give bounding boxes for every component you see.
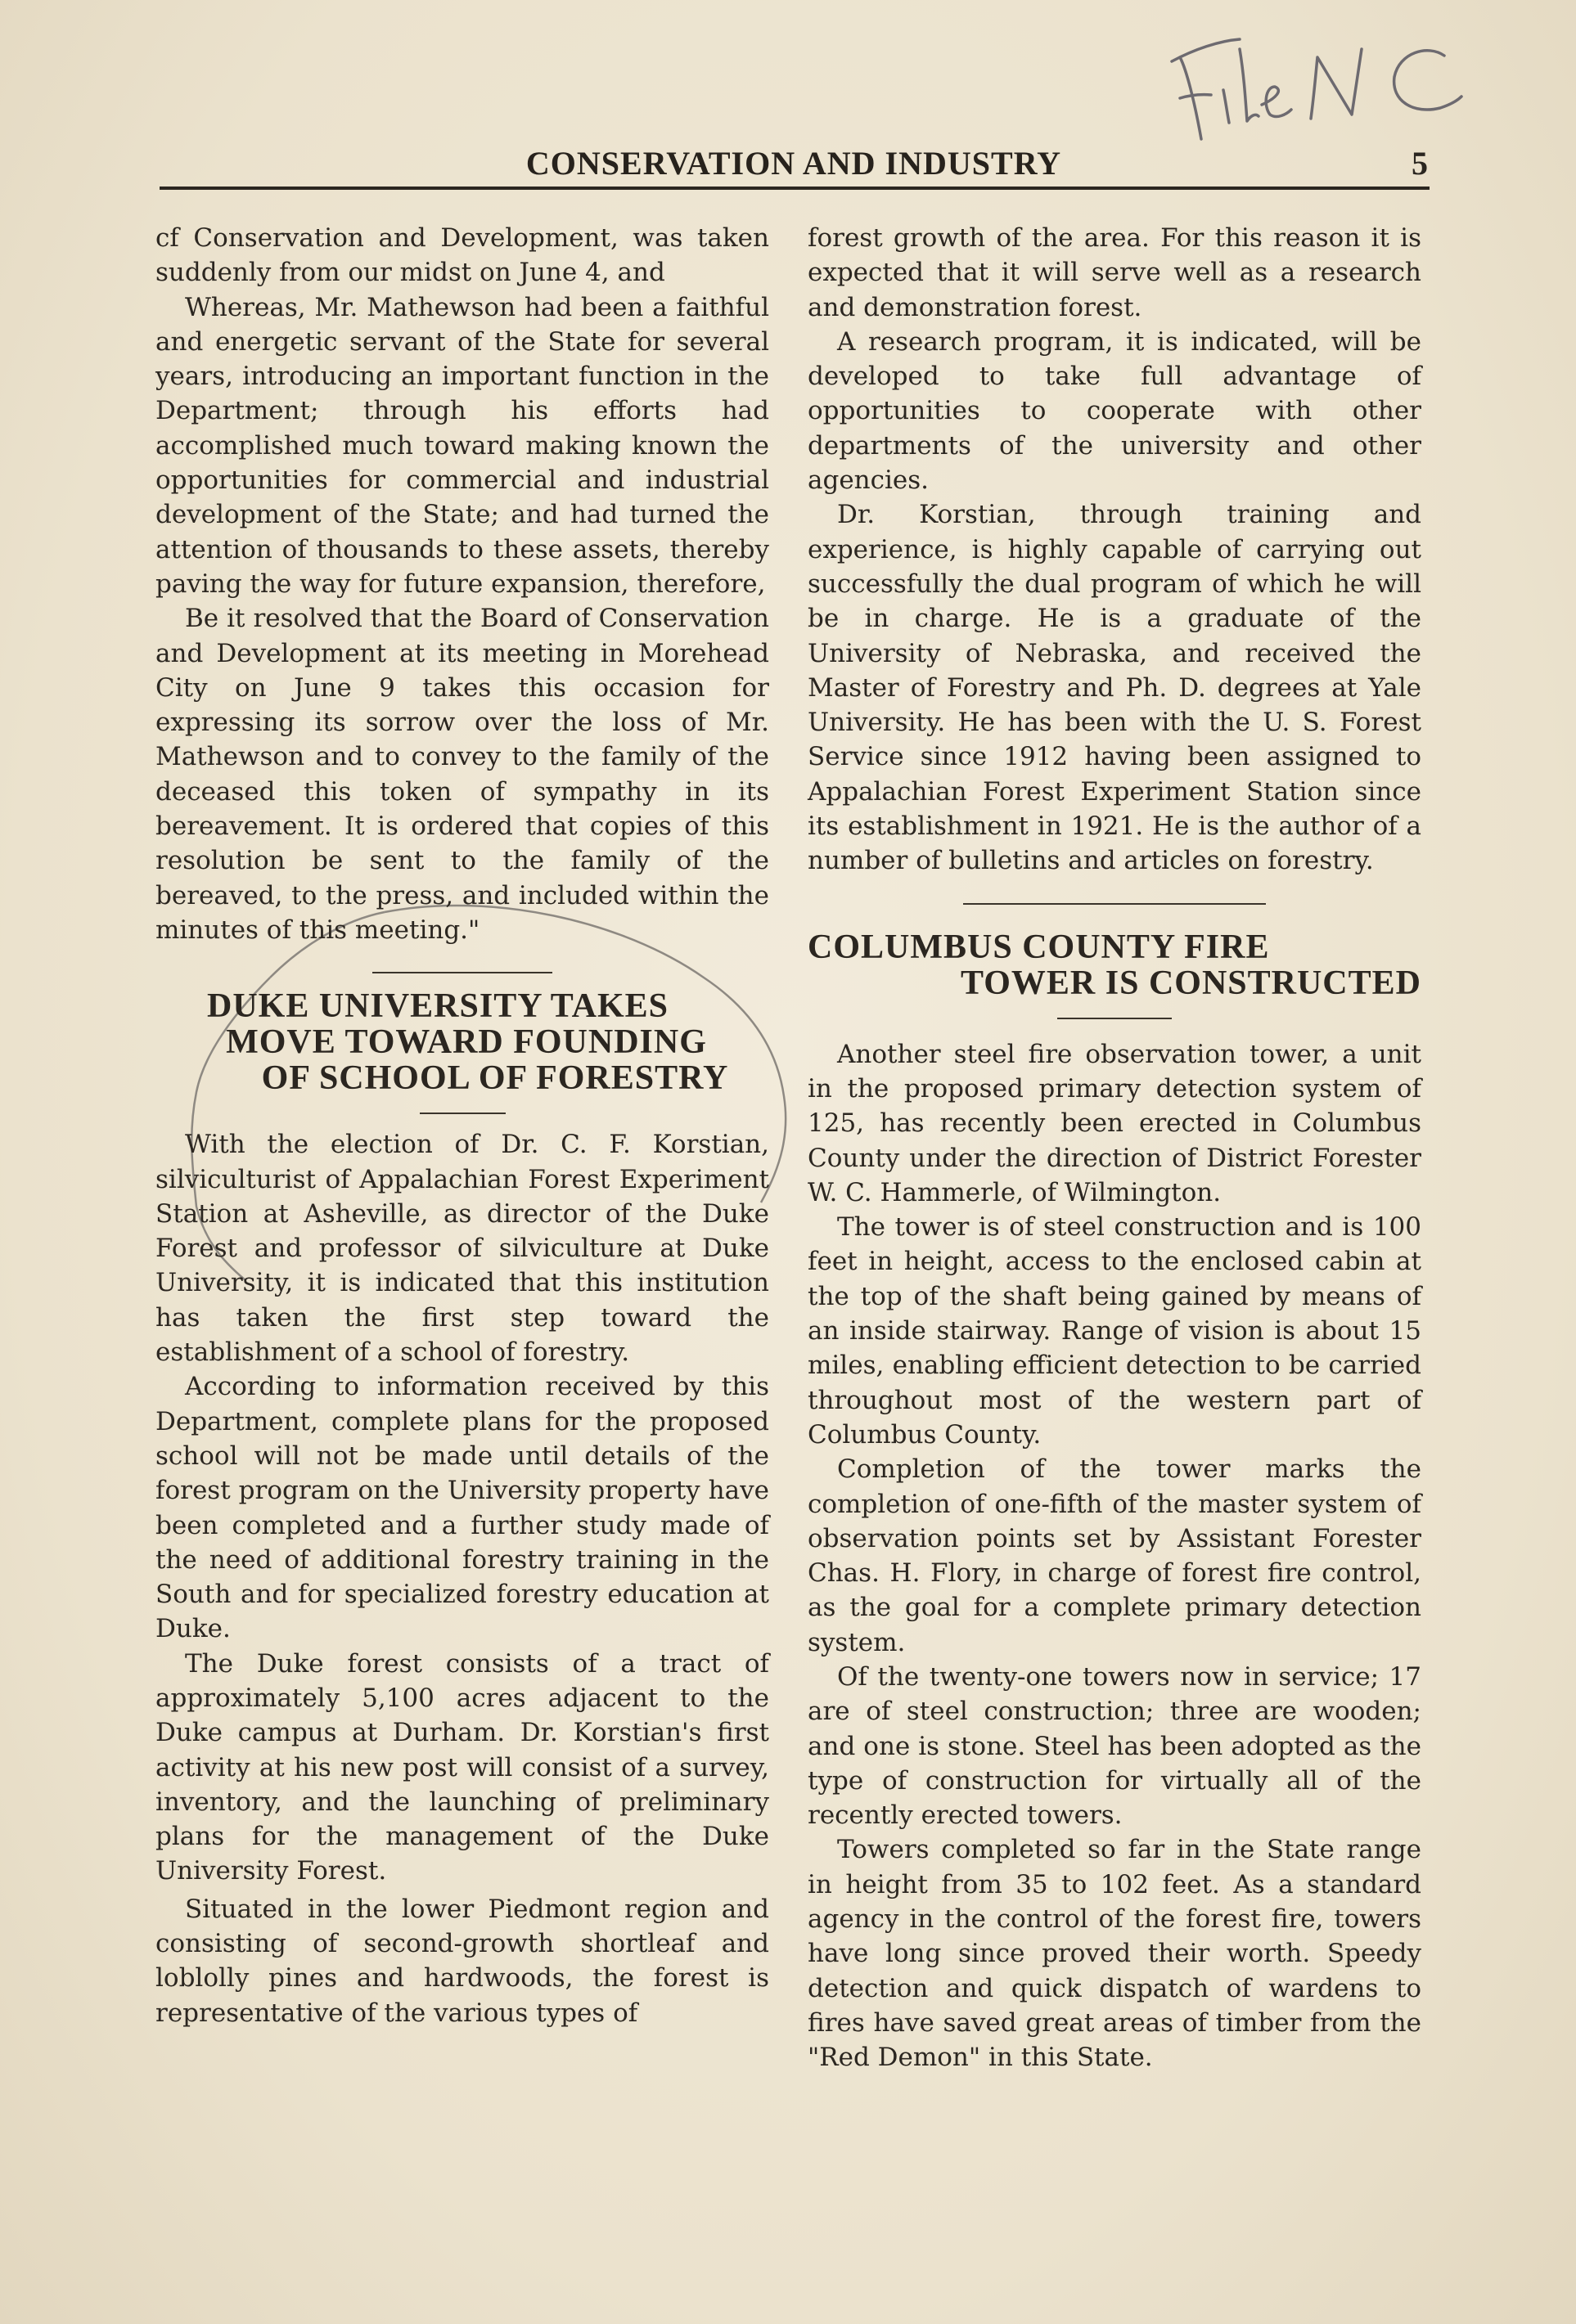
paragraph: Be it resolved that the Board of Conservation and Development at its meeting in Morehead City on June 9 takes this occasion for expressing its sorrow over the loss of Mr. Mathewson and to convey to the family of the deceased this token of sympathy in its bereavement. It is ordered that copies of this resolution be sent to the family of the bereaved, to the press, and included within the minutes of this meeting." bbox=[155, 604, 769, 945]
header-rule bbox=[160, 187, 1430, 190]
publication-title: CONSERVATION AND INDUSTRY bbox=[525, 145, 1062, 182]
paragraph: The tower is of steel construction and is 100 feet in height, access to the enclosed cabin at the top of the shaft being gained by means of an inside stairway. Range of vision is about 15 miles, enabling efficient detection to be carried throughout most of the western part of Columbus County. bbox=[808, 1212, 1421, 1450]
paragraph: According to information received by this Department, complete plans for the proposed school will not be made until details of the forest program on the University property have been completed and a further study made of the need of additional forestry training in the South and for specialized forestry education at Duke. bbox=[155, 1372, 769, 1644]
paragraph: Another steel fire observation tower, a unit in the proposed primary detection system of 125, has recently been erected in Columbus County under the direction of District Forester W. C. Hammerle, of Wilmington. bbox=[808, 1039, 1421, 1207]
headline-line: MOVE TOWARD FOUNDING bbox=[226, 1023, 707, 1062]
paragraph: Completion of the tower marks the completion of one-fifth of the master system of observation points set by Assistant Forester Chas. H. Flory, in charge of forest fire control, as the goal for a complete primary detection system. bbox=[808, 1454, 1421, 1657]
headline-line: OF SCHOOL OF FORESTRY bbox=[261, 1059, 729, 1098]
headline-divider bbox=[420, 1113, 506, 1114]
paragraph: Towers completed so far in the State range in height from 35 to 102 feet. As a standard agency in the control of the forest fire, towers have long since proved their worth. Speedy detection and quick dispatch of wardens to fires have saved great areas of timber from the "Red Demon" in this State. bbox=[808, 1835, 1421, 2073]
section-divider bbox=[372, 972, 552, 973]
page-number: 5 bbox=[1412, 145, 1428, 182]
paragraph: cf Conservation and Development, was taken suddenly from our midst on June 4, and bbox=[155, 223, 769, 288]
paragraph: forest growth of the area. For this reason it is expected that it will serve well as a research and demonstration forest. bbox=[808, 223, 1421, 322]
page-header bbox=[160, 139, 1428, 188]
handwritten-file-nc-mark bbox=[1162, 25, 1473, 147]
article-headline bbox=[808, 929, 1421, 1001]
paragraph: With the election of Dr. C. F. Korstian, silviculturist of Appalachian Forest Experiment Station at Asheville, as director of the Duke Forest and professor of silviculture at Duke University, it is indicated that this institution has taken the first step toward the establishment of a school of forestry. bbox=[155, 1130, 769, 1368]
right-column bbox=[808, 221, 1421, 2075]
left-column bbox=[155, 221, 769, 2030]
paragraph: Whereas, Mr. Mathewson had been a faithful and energetic servant of the State for several years, introducing an important function in the Department; through his efforts had accomplished much toward making known the opportunities for commercial and industrial development of the State; and had turned the attention of thousands to these assets, thereby paving the way for future expansion, therefore, bbox=[155, 292, 769, 599]
handwritten-annotation bbox=[1162, 25, 1473, 147]
headline-line: COLUMBUS COUNTY FIRE bbox=[808, 928, 1270, 966]
headline-divider bbox=[1057, 1018, 1172, 1019]
paragraph: The Duke forest consists of a tract of approximately 5,100 acres adjacent to the Duke campus at Durham. Dr. Korstian's first activity at his new post will consist of a survey, inventory, and the launching of preliminary plans for the management of the Duke University Forest. bbox=[155, 1648, 769, 1886]
paragraph: Situated in the lower Piedmont region and consisting of second-growth shortleaf and loblolly pines and hardwoods, the forest is representative of the various types of bbox=[155, 1894, 769, 2028]
paragraph: Of the twenty-one towers now in service; 17 are of steel construction; three are wooden; and one is stone. Steel has been adopted as the type of construction for virtually all of the recently erected towers. bbox=[808, 1661, 1421, 1831]
article-headline bbox=[155, 988, 769, 1096]
paragraph: Dr. Korstian, through training and experience, is highly capable of carrying out successfully the dual program of which he will be in charge. He is a graduate of the University of Nebraska, and received the Master of Forestry and Ph. D. degrees at Yale University. He has been with the U. S. Forest Service since 1912 having been assigned to Appalachian Forest Experiment Station since its establishment in 1921. He is the author of a number of bulletins and articles on forestry. bbox=[808, 500, 1421, 876]
headline-line: TOWER IS CONSTRUCTED bbox=[960, 964, 1421, 1002]
paragraph: A research program, it is indicated, will be developed to take full advantage of opportunities to cooperate with other departments of the university and other agencies. bbox=[808, 326, 1421, 496]
section-divider bbox=[963, 903, 1266, 905]
headline-line: DUKE UNIVERSITY TAKES bbox=[206, 987, 669, 1026]
